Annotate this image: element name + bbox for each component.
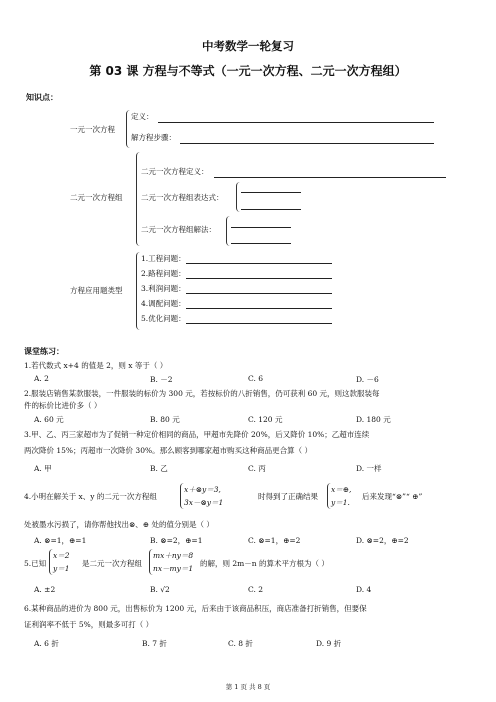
page-footer: 第 1 页 共 8 页 [225, 683, 271, 691]
q4-option-c: C. ⊗=1，⊕=2 [248, 536, 301, 545]
q3-option-b: B. 乙 [150, 464, 168, 473]
sec2-sub-brace-1 [236, 182, 240, 212]
q5-system2-eq2: nx－my＝1 [153, 564, 194, 573]
q4-option-b: B. ⊗=2，⊕=1 [150, 536, 203, 545]
q5-option-b: B. √2 [150, 585, 170, 594]
q1-option-c: C. 6 [248, 374, 264, 383]
sec3-item-allocation: 4.调配问题： [141, 299, 186, 308]
sec3-item-engineering: 1.工程问题： [141, 254, 186, 263]
q1-stem: 1.若代数式 x+4 的值是 2，则 x 等于（ ） [24, 361, 168, 370]
q4-system2-eq1: x＝⊕, [331, 485, 352, 494]
q5-option-c: C. 2 [248, 585, 264, 594]
sec3-item-distance: 2.路程问题： [141, 269, 186, 278]
sec1-blank-2 [180, 143, 434, 144]
sec2-expr-blank-1 [241, 192, 301, 193]
q6-option-c: C. 8 折 [228, 639, 253, 648]
q5-stem-part2: 是二元一次方程组 [82, 559, 142, 568]
q4-stem-part1: 4.小明在解关于 x、y 的二元一次方程组 [24, 492, 157, 501]
q6-option-b: B. 7 折 [142, 639, 167, 648]
sec3-blank-3 [186, 293, 332, 294]
q4-stem-part3: 后来发现“⊗”“ ⊕” [362, 492, 423, 501]
q5-system1-eq2: y＝1 [53, 564, 70, 573]
q1-option-b: B. －2 [150, 375, 173, 384]
q2-stem-line2: 件的标价比进价多（ ） [24, 401, 102, 410]
q2-option-a: A. 60 元 [34, 415, 64, 424]
q4-stem-part2: 时得到了正确结果 [258, 492, 318, 501]
q5-system1-eq1: x＝2 [53, 551, 70, 560]
q3-option-a: A. 甲 [34, 464, 52, 473]
lesson-title: 第 03 课 方程与不等式（一元一次方程、二元一次方程组） [89, 64, 407, 78]
q5-stem-part1: 5.已知 [24, 559, 47, 568]
q5-option-d: D. 4 [356, 585, 372, 594]
sec2-sub-brace-2 [226, 216, 230, 246]
sec2-solve-blank-1 [231, 227, 291, 228]
sec3-label: 方程应用题类型 [70, 286, 123, 295]
q3-option-c: C. 丙 [248, 464, 266, 473]
sec3-item-profit: 3.利润问题： [141, 284, 186, 293]
sec3-item-optimization: 5.优化问题： [141, 314, 186, 323]
q3-stem-line2: 两次降价 15%；丙超市一次降价 30%。那么顾客到哪家超市购买这种商品更合算（ ） [24, 446, 312, 455]
practice-heading: 课堂练习： [24, 347, 64, 356]
q2-option-b: B. 80 元 [150, 415, 180, 424]
q5-system2-eq1: mx＋ny＝8 [153, 551, 194, 560]
q2-option-d: D. 180 元 [356, 415, 391, 424]
page-title: 中考数学一轮复习 [202, 39, 294, 53]
sec3-blank-1 [186, 263, 332, 264]
sec1-label: 一元一次方程 [70, 125, 115, 134]
q4-option-a: A. ⊗=1，⊕=1 [34, 536, 87, 545]
q4-option-d: D. ⊗=2，⊕=2 [356, 536, 409, 545]
q5-stem-part3: 的解，则 2m－n 的算术平方根为（ ） [200, 559, 329, 568]
q4-system2-eq2: y＝1. [331, 498, 350, 507]
sec1-item-definition: 定义： [131, 112, 154, 121]
sec2-label: 二元一次方程组 [70, 193, 123, 202]
q2-option-c: C. 120 元 [248, 415, 283, 424]
q3-option-d: D. 一样 [356, 464, 382, 473]
sec2-item-expression: 二元一次方程组表达式： [141, 193, 224, 202]
sec2-blank-1 [214, 177, 446, 178]
sec3-blank-5 [186, 323, 332, 324]
sec2-item-solution: 二元一次方程组解法： [141, 225, 216, 234]
q4-system1-eq1: x＋⊗y＝3, [184, 485, 221, 494]
sec3-blank-2 [186, 278, 332, 279]
q3-stem: 3.甲、乙、丙三家超市为了促销一种定价相同的商品，甲超市先降价 20%，后又降价 10%；乙超市连续 [24, 430, 370, 439]
sec1-item-steps: 解方程步骤： [131, 133, 176, 142]
sec1-blank-1 [158, 122, 434, 123]
q6-option-d: D. 9 折 [316, 639, 342, 648]
q4-stem-line2: 处被墨水污损了，请你帮他找出⊗、⊕ 处的值分别是（ ） [24, 520, 214, 529]
q6-option-a: A. 6 折 [34, 639, 59, 648]
q6-stem: 6.某种商品的进价为 800 元，出售标价为 1200 元，后来由于该商品积压，商店准备打折销售，但要保 [24, 604, 367, 613]
sec2-solve-blank-2 [231, 243, 291, 244]
q2-stem: 2.服装店销售某款服装，一件服装的标价为 300 元，若按标价的八折销售，仍可获利 60 元，则这款服装每 [24, 389, 380, 398]
q4-system1-eq2: 3x－⊗y＝1 [184, 498, 224, 507]
sec3-blank-4 [186, 308, 332, 309]
q5-option-a: A. ±2 [34, 585, 56, 594]
sec2-expr-blank-2 [241, 209, 301, 210]
q1-option-a: A. 2 [34, 374, 49, 383]
sec2-item-definition: 二元一次方程定义： [141, 167, 209, 176]
q1-option-d: D. －6 [356, 375, 379, 384]
q6-stem-line2: 证利润率不低于 5%，则最多可打（ ） [24, 620, 154, 629]
knowledge-heading: 知识点： [26, 93, 58, 102]
